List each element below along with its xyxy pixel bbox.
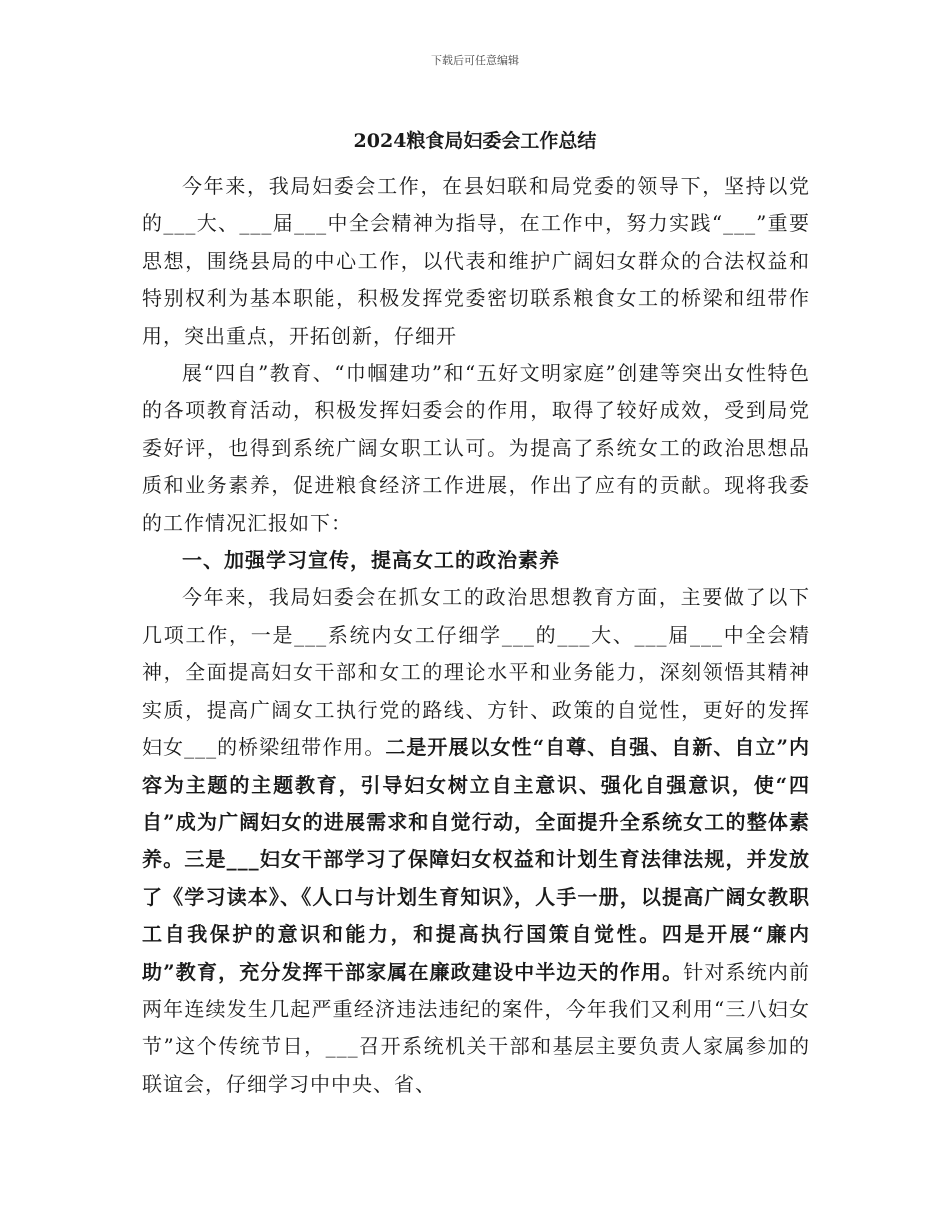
document-body xyxy=(142,168,810,1103)
paragraph-study xyxy=(142,579,810,1103)
paragraph-activities: 展“四自”教育、“巾帼建功”和“五好文明家庭”创建等突出女性特色的各项教育活动，积极发挥妇委会的作用，取得了较好成效，受到局党委好评，也得到系统广阔女职工认可。为提高了系统女工的政治思想品质和业务素养，促进粮食经济工作进展，作出了应有的贡献。现将我委的工作情况汇报如下： xyxy=(142,361,810,535)
document-title: 2024粮食局妇委会工作总结 xyxy=(353,130,597,152)
paragraph-study-bold-text: 二是开展以女性“自尊、自强、自新、自立”内容为主题的主题教育，引导妇女树立自主意识、强化自强意识，使“四自”成为广阔妇女的进展需求和自觉行动，全面提升全系统女工的整体素养。三是___妇女干部学习了保障妇女权益和计划生育法律法规，并发放了《学习读本》、《人口与计划生育知识》，人手一册，以提高广阔女教职工自我保护的意识和能力，和提高执行国策自觉性。四是开展“廉内助”教育，充分发挥干部家属在廉政建设中半边天的作用。 xyxy=(142,735,811,984)
section-heading-1: 一、加强学习宣传，提高女工的政治素养 xyxy=(182,548,560,573)
paragraph-study-text-2: 针对系统内前两年连续发生几起严重经济违法违纪的案件，今年我们又利用“三八妇女节”这个传统节日，___召开系统机关干部和基层主要负责人家属参加的联谊会，仔细学习中中央、省、 xyxy=(142,959,810,1096)
paragraph-study-text-1: 今年来，我局妇委会在抓女工的政治思想教育方面，主要做了以下几项工作，一是___系统内女工仔细学___的___大、___届___中全会精神，全面提高妇女干部和女工的理论水平和业务能力，深刻领悟其精神实质，提高广阔女工执行党的路线、方针、政策的自觉性，更好的发挥妇女___的桥梁纽带作用。 xyxy=(142,585,810,760)
page-header-note: 下载后可任意编辑 xyxy=(431,54,519,67)
paragraph-intro: 今年来，我局妇委会工作，在县妇联和局党委的领导下，坚持以党的___大、___届___中全会精神为指导，在工作中，努力实践“___”重要思想，围绕县局的中心工作，以代表和维护广阔妇女群众的合法权益和特别权利为基本职能，积极发挥党委密切联系粮食女工的桥梁和纽带作用，突出重点，开拓创新，仔细开 xyxy=(142,174,810,348)
